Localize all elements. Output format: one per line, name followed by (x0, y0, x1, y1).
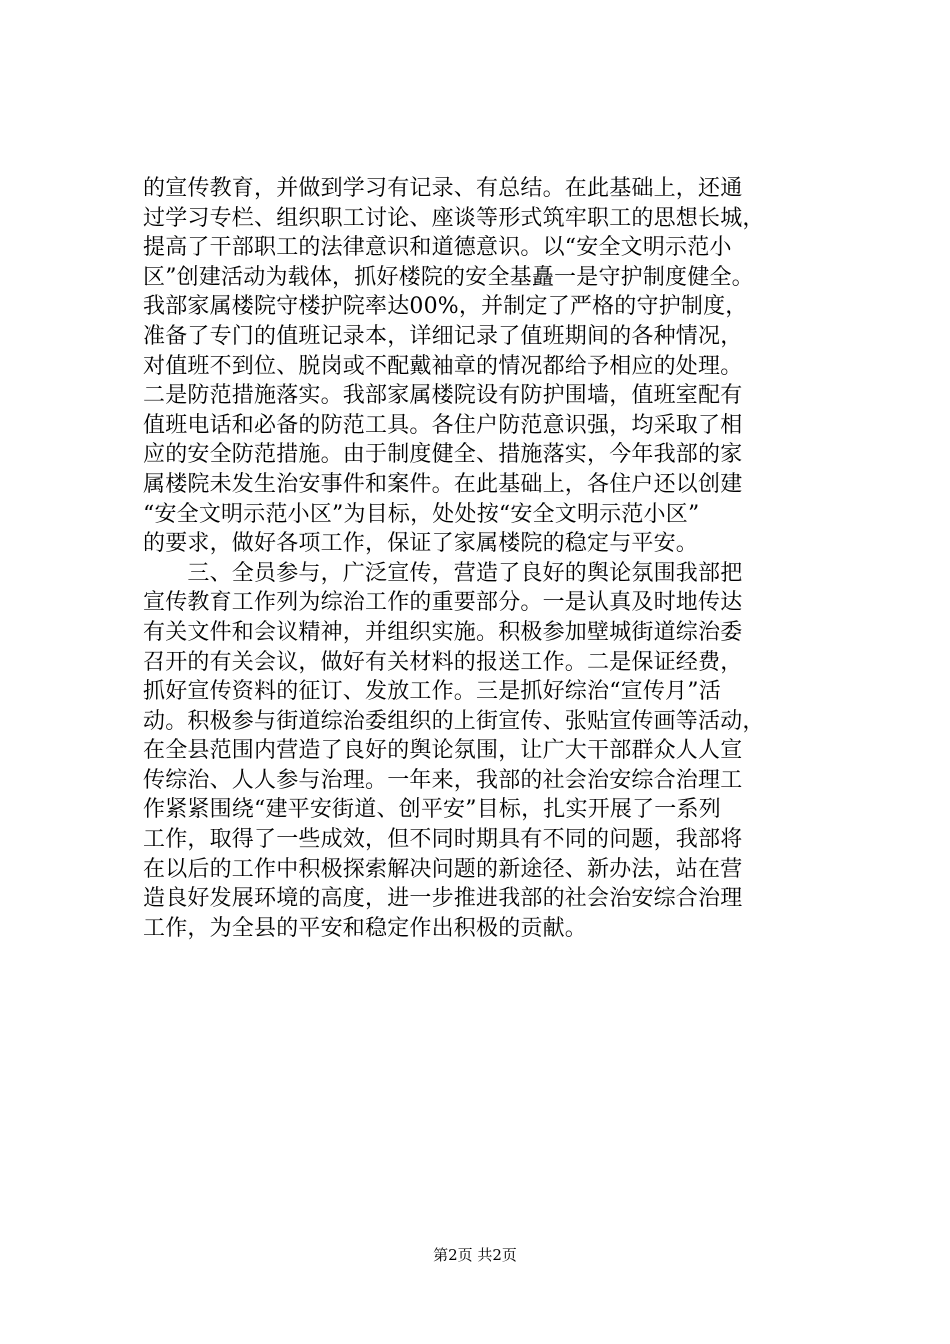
text-line: 作紧紧围绕“建平安街道、创平安”目标，扎实开展了一系列 (143, 797, 721, 823)
body-text (143, 174, 823, 943)
text-line: 的要求，做好各项工作，保证了家属楼院的稳定与平安。 (143, 531, 699, 557)
text-line: “安全文明示范小区”为目标，处处按“安全文明示范小区” (143, 501, 700, 527)
text-line: 有关文件和会议精神，并组织实施。积极参加壁城街道综治委 (143, 619, 743, 645)
text-line: 我部家属楼院守楼护院率达00%，并制定了严格的守护制度， (143, 294, 748, 320)
text-line: 工作，为全县的平安和稳定作出积极的贡献。 (143, 915, 588, 941)
text-line: 动。积极参与街道综治委组织的上街宣传、张贴宣传画等活动， (143, 708, 765, 734)
text-line: 过学习专栏、组织职工讨论、座谈等形式筑牢职工的思想长城， (143, 205, 765, 231)
text-line: 应的安全防范措施。由于制度健全、措施落实，今年我部的家 (143, 442, 743, 468)
text-line: 宣传教育工作列为综治工作的重要部分。一是认真及时地传达 (143, 590, 743, 616)
text-line: 传综治、人人参与治理。一年来，我部的社会治安综合治理工 (143, 767, 743, 793)
text-line: 抓好宣传资料的征订、发放工作。三是抓好综治“宣传月”活 (143, 679, 721, 705)
text-line: 召开的有关会议，做好有关材料的报送工作。二是保证经费， (143, 649, 743, 675)
text-line: 造良好发展环境的高度，进一步推进我部的社会治安综合治理 (143, 886, 743, 912)
text-line: 准备了专门的值班记录本，详细记录了值班期间的各种情况， (143, 323, 743, 349)
text-line: 在以后的工作中积极探索解决问题的新途径、新办法，站在营 (143, 856, 743, 882)
text-line: 值班电话和必备的防范工具。各住户防范意识强，均采取了相 (143, 412, 743, 438)
text-line: 工作，取得了一些成效，但不同时期具有不同的问题，我部将 (143, 827, 743, 853)
text-line: 在全县范围内营造了良好的舆论氛围，让广大干部群众人人宣 (143, 738, 743, 764)
text-line: 三、全员参与，广泛宣传，营造了良好的舆论氛围我部把 (143, 560, 743, 586)
text-line: 对值班不到位、脱岗或不配戴袖章的情况都给予相应的处理。 (143, 353, 743, 379)
text-line: 区”创建活动为载体，抓好楼院的安全基矗一是守护制度健全。 (143, 264, 754, 290)
page-number-footer: 第2页 共2页 (433, 1246, 517, 1264)
text-line: 属楼院未发生治安事件和案件。在此基础上，各住户还以创建 (143, 471, 743, 497)
text-line: 二是防范措施落实。我部家属楼院设有防护围墙，值班室配有 (143, 383, 743, 409)
text-line: 的宣传教育，并做到学习有记录、有总结。在此基础上，还通 (143, 176, 743, 201)
text-line: 提高了干部职工的法律意识和道德意识。以“安全文明示范小 (143, 235, 732, 261)
